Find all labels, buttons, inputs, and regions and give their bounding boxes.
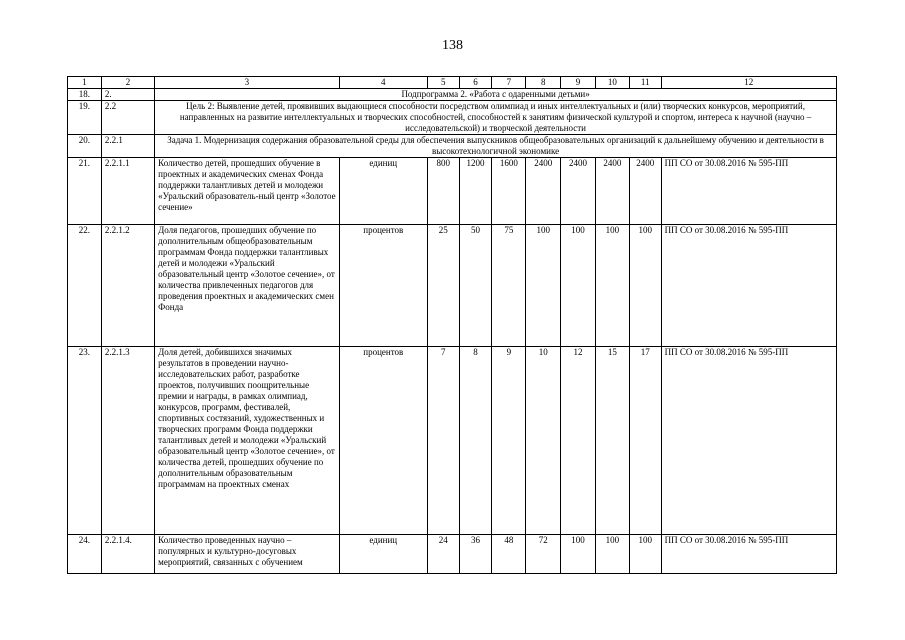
indicator-name: Количество детей, прошедших обучение в проектных и академических сменах Фонда поддержки талантливых детей и молодежи «Уральский образователь-ный центр «Золотое сечение»	[155, 158, 340, 225]
indicator-value: 72	[526, 535, 561, 574]
indicator-value: 10	[526, 347, 561, 535]
indicator-value: 24	[427, 535, 459, 574]
indicator-source: ПП СО от 30.08.2016 № 595-ПП	[661, 347, 836, 535]
task-text: Задача 1. Модернизация содержания образовательной среды для обеспечения выпускников общеобразовательных организаций к дальнейшему обучению и деятельности в высокотехнологичной экономике	[155, 135, 837, 158]
row-code: 2.2.1.3	[101, 347, 154, 535]
row-code: 2.2.1.1	[101, 158, 154, 225]
row-code: 2.	[101, 89, 154, 101]
row-code: 2.2.1.4.	[101, 535, 154, 574]
indicator-unit: единиц	[339, 158, 427, 225]
indicator-value: 100	[561, 535, 596, 574]
goal-text: Цель 2: Выявление детей, проявивших выдающиеся способности посредством олимпиад и иных интеллектуальных и (или) творческих конкурсов, мероприятий, направленных на развитие интеллектуальных и творческих способностей, способностей к занятиям физической культурой и спортом, интереса к научной (научно – исследовательской) и творческой деятельности	[155, 101, 837, 135]
row-code: 2.2.1	[101, 135, 154, 158]
indicator-value: 8	[459, 347, 492, 535]
indicator-value: 2400	[561, 158, 596, 225]
indicator-value: 100	[561, 225, 596, 347]
indicator-source: ПП СО от 30.08.2016 № 595-ПП	[661, 158, 836, 225]
row-number: 18.	[68, 89, 102, 101]
indicator-value: 2400	[595, 158, 629, 225]
indicator-value: 50	[459, 225, 492, 347]
header-cell: 2	[101, 77, 154, 89]
header-cell: 7	[492, 77, 526, 89]
indicator-unit: единиц	[339, 535, 427, 574]
indicator-value: 12	[561, 347, 596, 535]
indicator-value: 48	[492, 535, 526, 574]
header-cell: 5	[427, 77, 459, 89]
header-cell: 10	[595, 77, 629, 89]
indicator-source: ПП СО от 30.08.2016 № 595-ПП	[661, 225, 836, 347]
header-cell: 1	[68, 77, 102, 89]
indicators-table	[67, 76, 837, 574]
indicator-value: 9	[492, 347, 526, 535]
indicator-name: Количество проведенных научно – популярных и культурно-досуговых мероприятий, связанных с обучением	[155, 535, 340, 574]
header-cell: 6	[459, 77, 492, 89]
indicator-value: 25	[427, 225, 459, 347]
indicator-value: 36	[459, 535, 492, 574]
indicator-value: 2400	[629, 158, 661, 225]
indicator-value: 75	[492, 225, 526, 347]
table-row	[68, 225, 837, 347]
table-row	[68, 158, 837, 225]
indicator-value: 100	[629, 225, 661, 347]
row-number: 21.	[68, 158, 102, 225]
header-cell: 11	[629, 77, 661, 89]
indicator-value: 100	[526, 225, 561, 347]
indicator-value: 100	[595, 535, 629, 574]
row-number: 20.	[68, 135, 102, 158]
row-code: 2.2.1.2	[101, 225, 154, 347]
table-row	[68, 535, 837, 574]
subprogram-title: Подпрограмма 2. «Работа с одаренными детьми»	[155, 89, 837, 101]
header-cell: 12	[661, 77, 836, 89]
indicator-value: 1200	[459, 158, 492, 225]
indicator-value: 7	[427, 347, 459, 535]
header-row	[68, 77, 837, 89]
task-row	[68, 135, 837, 158]
table-row	[68, 347, 837, 535]
row-number: 19.	[68, 101, 102, 135]
indicator-unit: процентов	[339, 347, 427, 535]
header-cell: 4	[339, 77, 427, 89]
indicator-name: Доля детей, добившихся значимых результатов в проведении научно-исследовательских работ, разработке проектов, получивших поощрительные премии и награды, в рамках олимпиад, конкурсов, программ, фестивалей, спортивных состязаний, художественных и творческих программ Фонда поддержки талантливых детей и молодежи «Уральский образовательный центр «Золотое сечение», от количества детей, прошедших обучение по дополнительным образовательным программам на проектных сменах	[155, 347, 340, 535]
row-number: 22.	[68, 225, 102, 347]
indicator-unit: процентов	[339, 225, 427, 347]
indicator-value: 17	[629, 347, 661, 535]
indicator-source: ПП СО от 30.08.2016 № 595-ПП	[661, 535, 836, 574]
indicator-value: 100	[629, 535, 661, 574]
row-number: 24.	[68, 535, 102, 574]
goal-row	[68, 101, 837, 135]
row-number: 23.	[68, 347, 102, 535]
indicator-value: 100	[595, 225, 629, 347]
row-code: 2.2	[101, 101, 154, 135]
indicator-name: Доля педагогов, прошедших обучение по дополнительным общеобразовательным программам Фонда поддержки талантливых детей и молодежи «Уральский образовательный центр «Золотое сечение», от количества привлеченных педагогов для проведения проектных и академических смен Фонда	[155, 225, 340, 347]
indicator-value: 2400	[526, 158, 561, 225]
header-cell: 3	[155, 77, 340, 89]
indicator-value: 800	[427, 158, 459, 225]
header-cell: 9	[561, 77, 596, 89]
page-number: 138	[442, 38, 463, 53]
indicator-value: 1600	[492, 158, 526, 225]
subprogram-row	[68, 89, 837, 101]
indicator-value: 15	[595, 347, 629, 535]
header-cell: 8	[526, 77, 561, 89]
